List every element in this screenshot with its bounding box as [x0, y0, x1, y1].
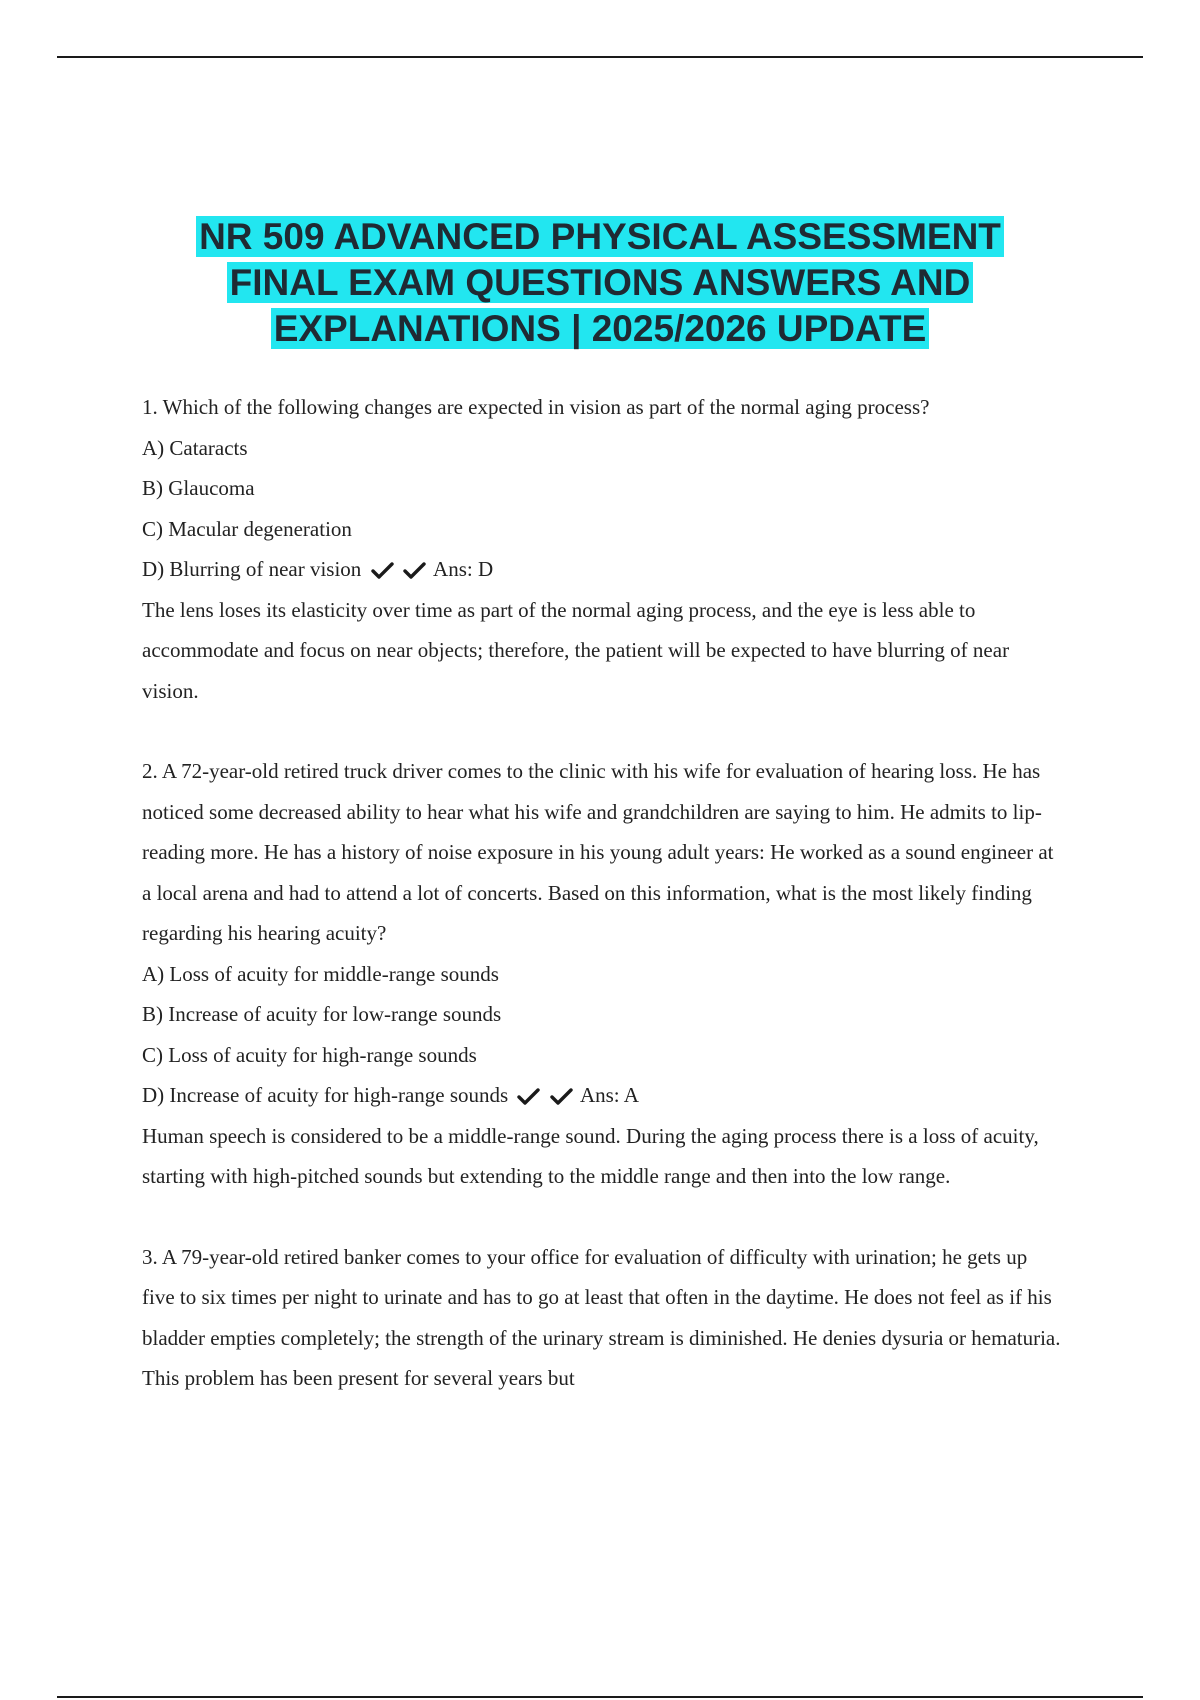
checkmark-icon — [371, 562, 394, 580]
answer-line — [142, 549, 1062, 590]
question-stem: 3. A 79-year-old retired banker comes to your office for evaluation of difficulty with urination; he gets up five to six times per night to urinate and has to go at least that often in the daytime. He does not feel as if his bladder empties completely; the strength of the urinary stream is diminished. He denies dysuria or hematuria. This problem has been present for several years but — [142, 1244, 1061, 1390]
option-b: B) Glaucoma — [142, 476, 255, 500]
answer-key: Ans: D — [433, 557, 494, 581]
title-line-3: EXPLANATIONS | 2025/2026 UPDATE — [271, 308, 930, 349]
checkmark-icon — [550, 1088, 573, 1106]
option-c: C) Loss of acuity for high-range sounds — [142, 1042, 477, 1067]
title-line-1: NR 509 ADVANCED PHYSICAL ASSESSMENT — [196, 216, 1004, 257]
top-rule — [57, 56, 1143, 58]
question-1 — [142, 387, 1062, 711]
option-d: D) Increase of acuity for high-range sounds — [142, 1083, 509, 1107]
title-line-2: FINAL EXAM QUESTIONS ANSWERS AND — [227, 262, 974, 303]
question-list — [142, 387, 1062, 1439]
checkmark-icon — [403, 562, 426, 580]
option-d: D) Blurring of near vision — [142, 557, 362, 581]
answer-key: Ans: A — [579, 1083, 639, 1107]
question-2 — [142, 751, 1062, 1197]
option-b: B) Increase of acuity for low-range sounds — [142, 1002, 502, 1026]
option-c: C) Macular degeneration — [142, 516, 352, 541]
answer-line — [142, 1075, 1062, 1116]
option-a: A) Cataracts — [142, 435, 248, 460]
explanation: The lens loses its elasticity over time as part of the normal aging process, and the eye is less able to accommodate and focus on near objects; therefore, the patient will be expected to have blurring of near vision. — [142, 597, 1010, 703]
question-stem: 2. A 72-year-old retired truck driver comes to the clinic with his wife for evaluation of hearing loss. He has noticed some decreased ability to hear what his wife and grandchildren are saying to him. He admits to lip-reading more. He has a history of noise exposure in his young adult years: He worked as a sound engineer at a local arena and had to attend a lot of concerts. Based on this information, what is the most likely finding regarding his hearing acuity? — [142, 759, 1054, 945]
bottom-rule — [57, 1696, 1143, 1698]
checkmark-icon — [517, 1088, 540, 1106]
question-3 — [142, 1237, 1062, 1399]
document-title — [100, 214, 1100, 352]
explanation: Human speech is considered to be a middle-range sound. During the aging process there is a loss of acuity, starting with high-pitched sounds but extending to the middle range and then into the low range. — [142, 1123, 1039, 1188]
question-stem: 1. Which of the following changes are expected in vision as part of the normal aging process? — [142, 395, 930, 419]
option-a: A) Loss of acuity for middle-range sounds — [142, 961, 499, 986]
